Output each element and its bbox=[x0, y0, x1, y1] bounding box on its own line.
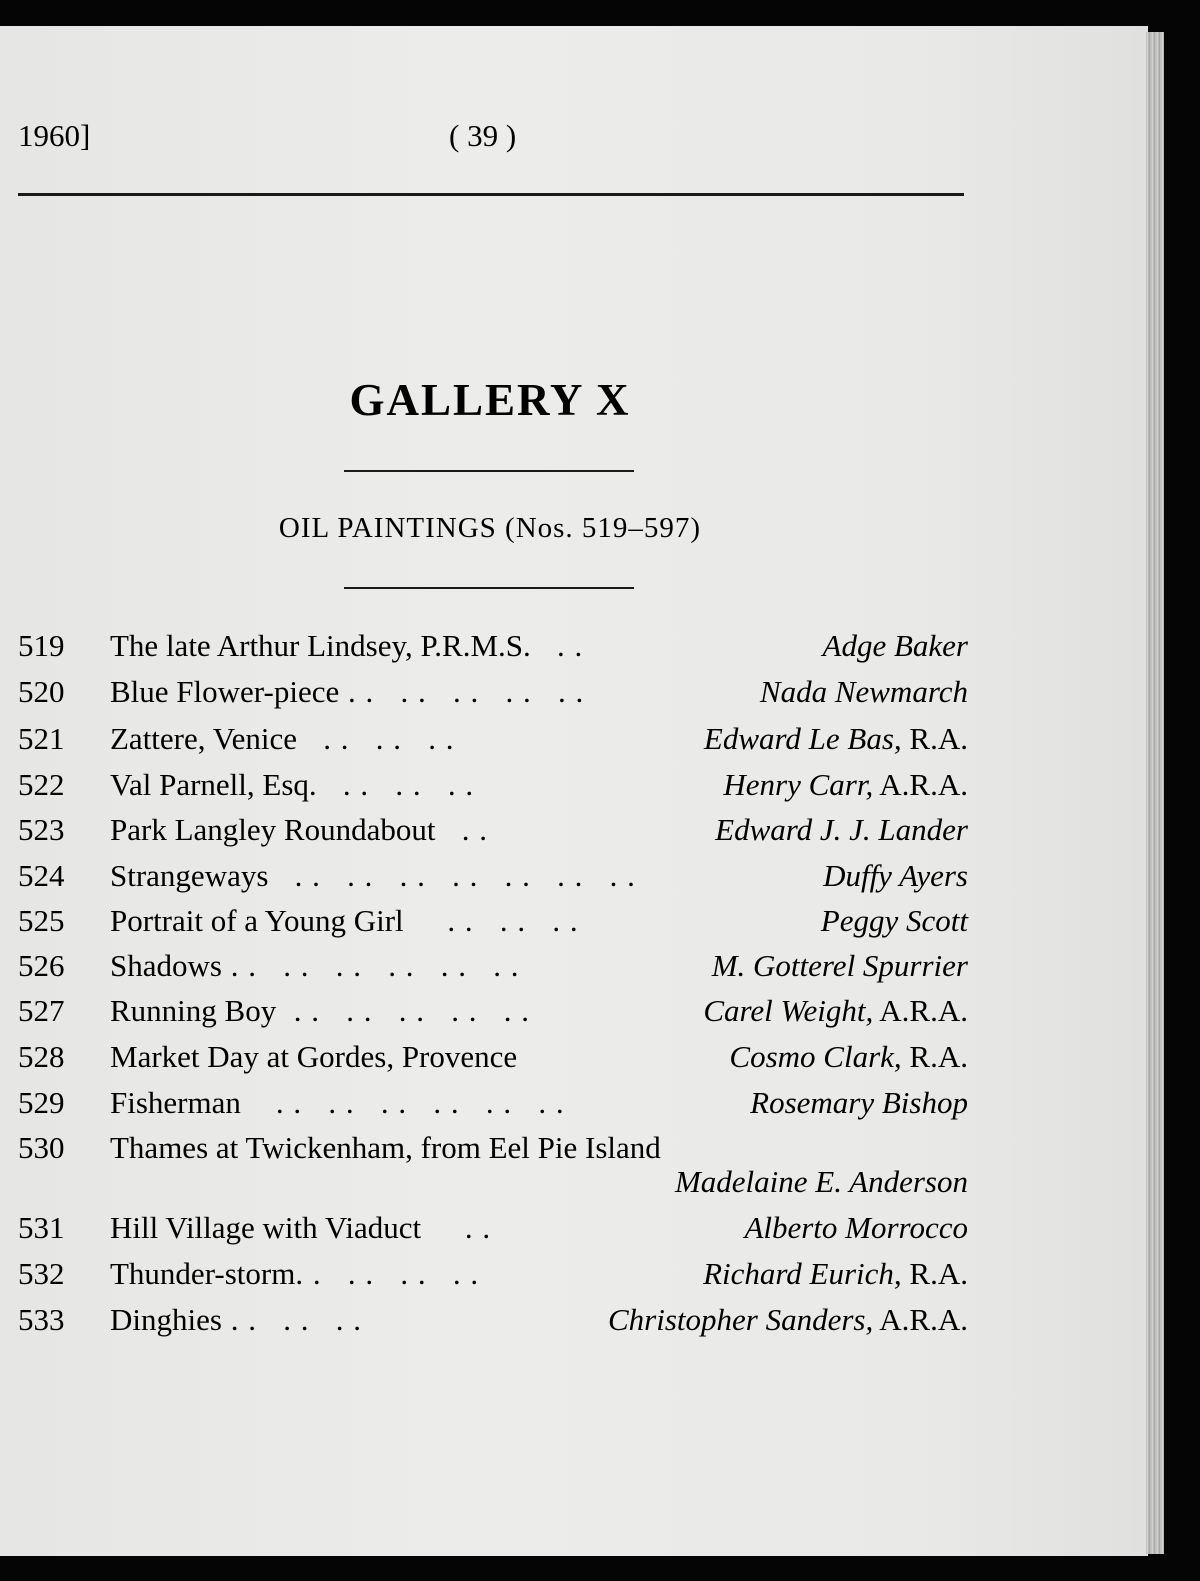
entry-number: 529 bbox=[18, 1085, 65, 1120]
entry-artist-continued: Madelaine E. Anderson bbox=[674, 1164, 968, 1199]
leader-dots: . . bbox=[435, 812, 488, 847]
title-rule-top bbox=[344, 470, 634, 472]
catalogue-entry bbox=[18, 1130, 968, 1210]
entry-title: Thames at Twickenham, from Eel Pie Island bbox=[110, 1130, 661, 1165]
leader-dots: . . . . . . . . . . . . bbox=[240, 1085, 565, 1120]
entry-artist: Adge Baker bbox=[822, 628, 968, 663]
entry-artist: Rosemary Bishop bbox=[750, 1085, 968, 1120]
entry-title: Strangeways . . . . . . . . . . . . . . bbox=[110, 858, 636, 893]
entry-title: Fisherman . . . . . . . . . . . . bbox=[110, 1085, 565, 1120]
leader-dots: . . bbox=[530, 628, 584, 663]
entry-number: 527 bbox=[18, 993, 65, 1028]
title-rule-bottom bbox=[344, 587, 634, 589]
catalogue-entry bbox=[18, 767, 968, 807]
entry-number: 532 bbox=[18, 1256, 65, 1291]
entry-number: 522 bbox=[18, 767, 65, 802]
catalogue-entry bbox=[18, 628, 968, 668]
entry-number: 528 bbox=[18, 1039, 65, 1074]
entry-artist: Carel Weight, A.R.A. bbox=[703, 993, 968, 1028]
leader-dots: . . . . . . . . . . bbox=[276, 993, 530, 1028]
entry-title: Park Langley Roundabout . . bbox=[110, 812, 488, 847]
entry-title: Thunder-storm. . . . . . . . bbox=[110, 1256, 480, 1291]
catalogue-entry bbox=[18, 812, 968, 852]
section-title: OIL PAINTINGS (Nos. 519–597) bbox=[278, 512, 702, 544]
entry-title: Shadows . . . . . . . . . . . . bbox=[110, 948, 520, 983]
catalogue-entry bbox=[18, 1256, 968, 1296]
entry-number: 533 bbox=[18, 1302, 65, 1337]
entry-artist: Henry Carr, A.R.A. bbox=[723, 767, 968, 802]
leader-dots: . . . . . . . . . . . . . . bbox=[268, 858, 636, 893]
entry-artist: Duffy Ayers bbox=[823, 858, 968, 893]
entry-artist: Peggy Scott bbox=[820, 903, 968, 938]
entry-title: The late Arthur Lindsey, P.R.M.S. . . bbox=[110, 628, 584, 663]
entry-number: 531 bbox=[18, 1210, 65, 1245]
entry-title: Portrait of a Young Girl . . . . . . bbox=[110, 903, 579, 938]
entry-artist: Cosmo Clark, R.A. bbox=[729, 1039, 968, 1074]
page-edge bbox=[1146, 32, 1164, 1554]
gallery-title: GALLERY X bbox=[349, 375, 631, 425]
entry-title: Hill Village with Viaduct . . bbox=[110, 1210, 492, 1245]
leader-dots: . . bbox=[421, 1210, 492, 1245]
entry-title: Dinghies . . . . . . bbox=[110, 1302, 362, 1337]
entry-number: 526 bbox=[18, 948, 65, 983]
entry-title: Zattere, Venice . . . . . . bbox=[110, 721, 455, 756]
leader-dots: . . . . . . bbox=[297, 721, 455, 756]
header-rule bbox=[18, 193, 964, 196]
entry-number: 523 bbox=[18, 812, 65, 847]
catalogue-entry bbox=[18, 903, 968, 943]
entry-artist: M. Gotterel Spurrier bbox=[711, 948, 968, 983]
entry-number: 525 bbox=[18, 903, 65, 938]
entry-title: Blue Flower-piece . . . . . . . . . . bbox=[110, 674, 585, 709]
entry-artist: Edward J. J. Lander bbox=[715, 812, 968, 847]
entry-number: 521 bbox=[18, 721, 65, 756]
catalogue-entry bbox=[18, 1085, 968, 1125]
entry-number: 530 bbox=[18, 1130, 65, 1165]
page-number: ( 39 ) bbox=[449, 118, 517, 153]
catalogue-entry bbox=[18, 674, 968, 714]
entry-number: 520 bbox=[18, 674, 65, 709]
leader-dots: . . . . . . bbox=[221, 1302, 362, 1337]
catalogue-entry bbox=[18, 858, 968, 898]
catalogue-entry bbox=[18, 993, 968, 1033]
entry-title: Market Day at Gordes, Provence bbox=[110, 1039, 518, 1074]
entry-artist: Christopher Sanders, A.R.A. bbox=[608, 1302, 968, 1337]
entry-number: 524 bbox=[18, 858, 65, 893]
leader-dots: . . . . . . bbox=[403, 903, 579, 938]
entry-artist: Richard Eurich, R.A. bbox=[703, 1256, 968, 1291]
entry-number: 519 bbox=[18, 628, 65, 663]
catalogue-entry bbox=[18, 721, 968, 761]
catalogue-entry bbox=[18, 1039, 968, 1079]
catalogue-entry bbox=[18, 948, 968, 988]
leader-dots: . . . . . . . . bbox=[295, 1256, 480, 1291]
catalogue-entry bbox=[18, 1210, 968, 1250]
catalogue-entry bbox=[18, 1302, 968, 1342]
leader-dots: . . . . . . bbox=[316, 767, 475, 802]
leader-dots: . . . . . . . . . . bbox=[339, 674, 585, 709]
leader-dots: . . . . . . . . . . . . bbox=[221, 948, 520, 983]
entry-artist: Nada Newmarch bbox=[759, 674, 968, 709]
entry-title: Running Boy . . . . . . . . . . bbox=[110, 993, 530, 1028]
year-label: 1960] bbox=[18, 118, 91, 153]
entry-title: Val Parnell, Esq. . . . . . . bbox=[110, 767, 475, 802]
entry-artist: Alberto Morrocco bbox=[744, 1210, 968, 1245]
running-head bbox=[18, 118, 964, 158]
entry-artist: Edward Le Bas, R.A. bbox=[703, 721, 968, 756]
